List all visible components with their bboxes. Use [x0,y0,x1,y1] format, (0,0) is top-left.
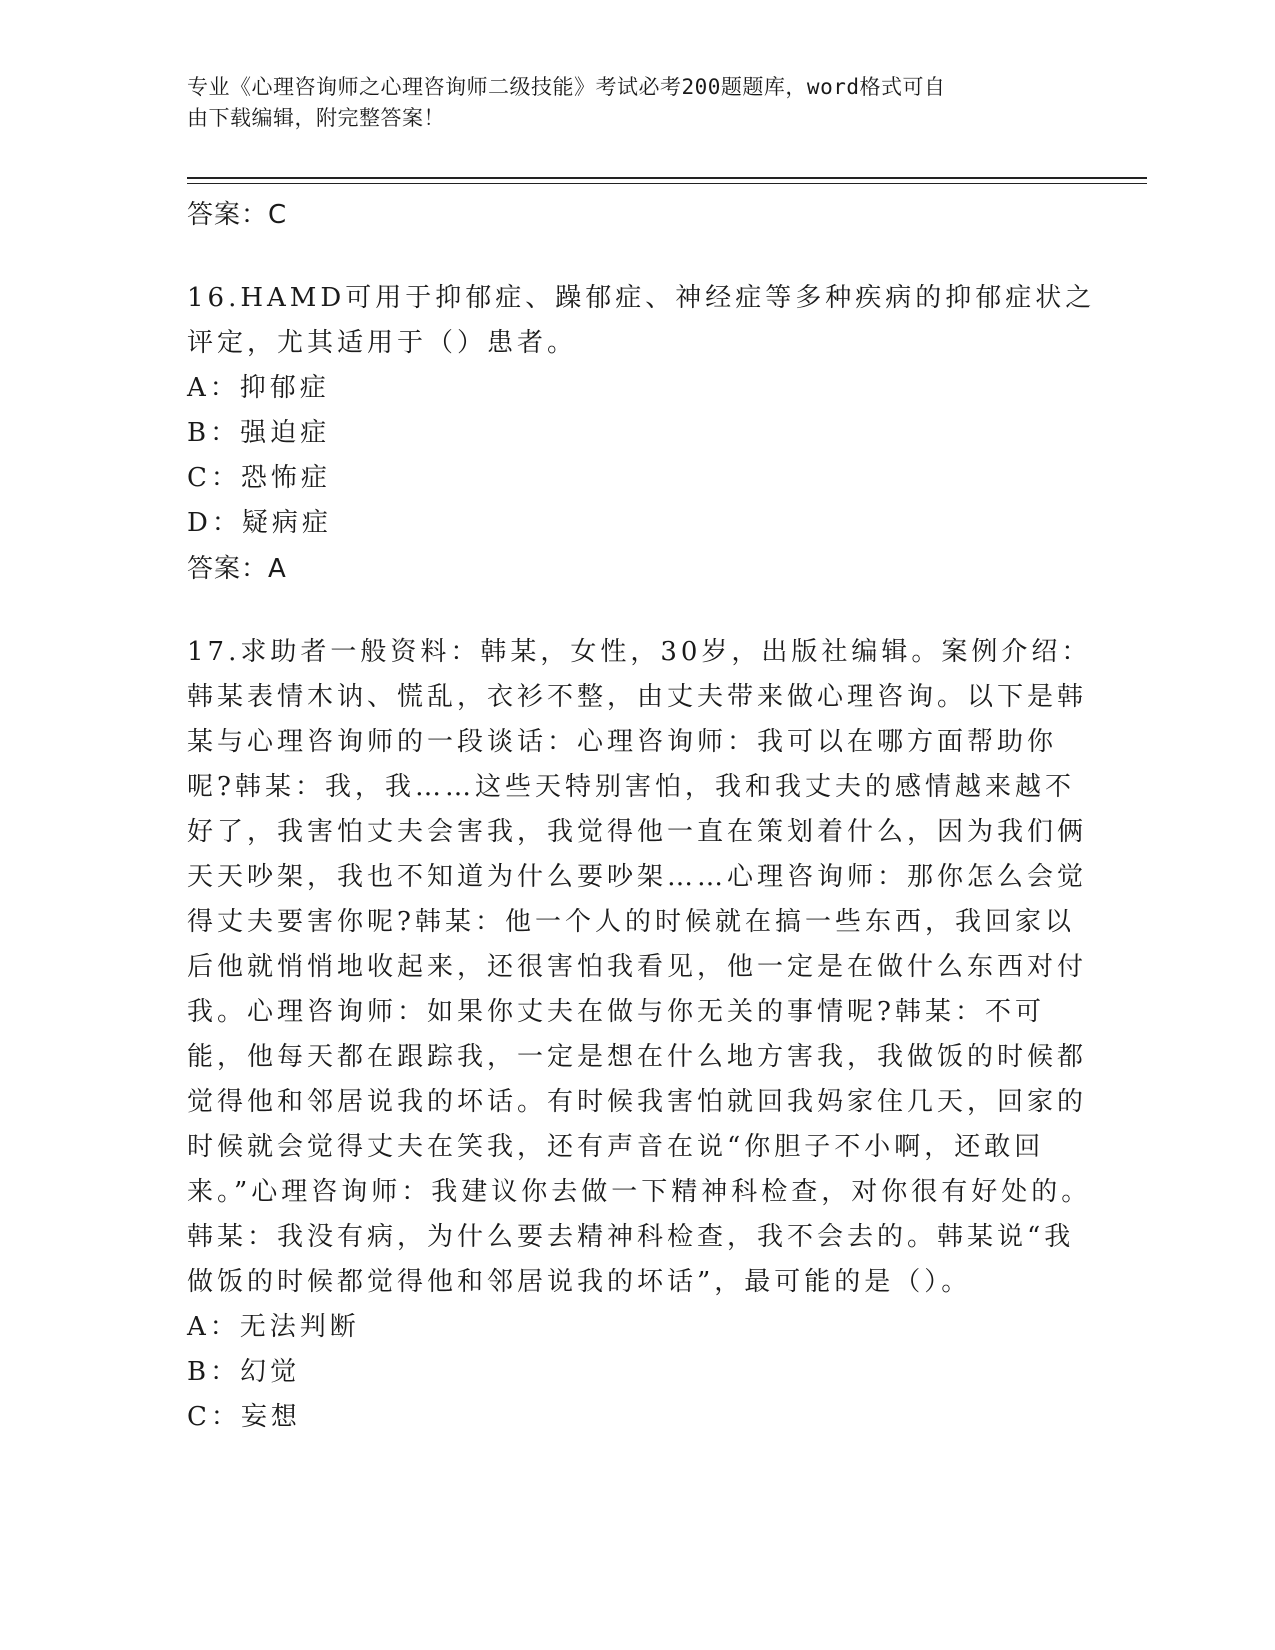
previous-answer: 答案：C [187,200,288,230]
question-17 [187,630,1097,1440]
option-c: C：妄想 [187,1402,301,1432]
answer: 答案：A [187,554,287,584]
header-rule-thin [187,183,1147,184]
option-a: A：无法判断 [187,1312,360,1342]
question-16 [187,276,1097,592]
spacer [187,592,1097,630]
option-b: B：幻觉 [187,1357,301,1387]
header-rule-thick [187,177,1147,179]
option-a: A：抑郁症 [187,373,330,403]
page-header [187,72,1067,134]
page-content [187,192,1097,1440]
option-b: B：强迫症 [187,418,331,448]
header-line-1: 专业《心理咨询师之心理咨询师二级技能》考试必考200题题库，word格式可自 [187,75,946,99]
spacer [187,238,1097,276]
option-d: D：疑病症 [187,508,332,538]
header-line-2: 由下载编辑，附完整答案！ [187,106,445,130]
question-text: 17.求助者一般资料：韩某，女性，30岁，出版社编辑。案例介绍：韩某表情木讷、慌乱，衣衫不整，由丈夫带来做心理咨询。以下是韩某与心理咨询师的一段谈话：心理咨询师：我可以在哪方面帮助你呢?韩某：我，我……这些天特别害怕，我和我丈夫的感情越来越不好了，我害怕丈夫会害我，我觉得他一直在策划着什么，因为我们俩天天吵架，我也不知道为什么要吵架……心理咨询师：那你怎么会觉得丈夫要害你呢?韩某：他一个人的时候就在搞一些东西，我回家以后他就悄悄地收起来，还很害怕我看见，他一定是在做什么东西对付我。心理咨询师：如果你丈夫在做与你无关的事情呢?韩某：不可能，他每天都在跟踪我，一定是想在什么地方害我，我做饭的时候都觉得他和邻居说我的坏话。有时候我害怕就回我妈家住几天，回家的时候就会觉得丈夫在笑我，还有声音在说“你胆子不小啊，还敢回来。”心理咨询师：我建议你去做一下精神科检查，对你很有好处的。韩某：我没有病，为什么要去精神科检查，我不会去的。韩某说“我做饭的时候都觉得他和邻居说我的坏话”，最可能的是（）。 [187,637,1092,1297]
option-c: C：恐怖症 [187,463,331,493]
question-text: 16.HAMD可用于抑郁症、躁郁症、神经症等多种疾病的抑郁症状之评定，尤其适用于（）患者。 [187,283,1096,358]
